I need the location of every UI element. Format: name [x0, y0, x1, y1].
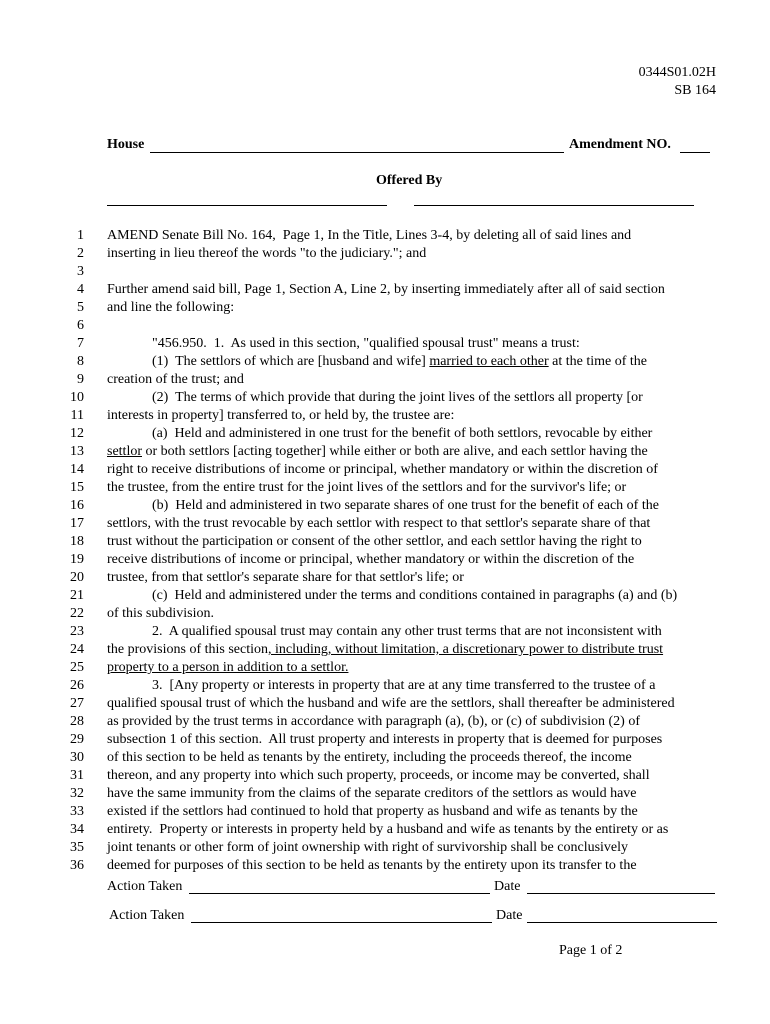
- line-text: [107, 443, 648, 461]
- line-text: [107, 857, 637, 875]
- line-text: [107, 497, 659, 515]
- line-number: 7: [77, 336, 84, 351]
- text-run: existed if the settlors had continued to hold that property as husband and wife as tenants by the: [107, 804, 638, 819]
- line-number: 14: [70, 462, 84, 477]
- line-number: 19: [70, 552, 84, 567]
- text-run: Further amend said bill, Page 1, Section A, Line 2, by inserting immediately after all of said section: [107, 282, 665, 297]
- amendment-number-blank: [680, 152, 710, 153]
- text-run: qualified spousal trust of which the husband and wife are the settlors, shall thereafter be administered: [107, 696, 675, 711]
- text-run: "456.950. 1. As used in this section, "qualified spousal trust" means a trust:: [152, 336, 580, 351]
- text-run: settlors, with the trust revocable by each settlor with respect to that settlor's separate share of that: [107, 516, 651, 531]
- text-run: right to receive distributions of income or principal, whether mandatory or within the discretion of: [107, 462, 658, 477]
- line-number: 32: [70, 786, 84, 801]
- text-run: trustee, from that settlor's separate share for that settlor's life; or: [107, 570, 464, 585]
- line-number: 34: [70, 822, 84, 837]
- text-run: 2. A qualified spousal trust may contain any other trust terms that are not inconsistent with: [152, 624, 662, 639]
- inserted-text: , including, without limitation, a discretionary power to distribute trust: [268, 642, 664, 657]
- line-number: 27: [70, 696, 84, 711]
- text-run: and line the following:: [107, 300, 235, 315]
- line-text: [107, 641, 663, 659]
- text-run: creation of the trust; and: [107, 372, 244, 387]
- offered-by-label: Offered By: [376, 173, 443, 188]
- line-number: 2: [77, 246, 84, 261]
- line-number: 5: [77, 300, 84, 315]
- line-text: [107, 749, 632, 767]
- text-run: AMEND Senate Bill No. 164, Page 1, In the Title, Lines 3-4, by deleting all of said lines and: [107, 228, 632, 243]
- line-number: 33: [70, 804, 84, 819]
- line-text: [107, 713, 640, 731]
- line-text: [107, 785, 637, 803]
- line-text: [107, 515, 650, 533]
- line-number: 22: [70, 606, 84, 621]
- line-text: [107, 551, 634, 569]
- text-run: as provided by the trust terms in accordance with paragraph (a), (b), or (c) of subdivision (2) of: [107, 714, 640, 729]
- text-run: entirety. Property or interests in property held by a husband and wife as tenants by the entirety or as: [107, 822, 669, 837]
- line-text: [107, 695, 675, 713]
- line-text: [107, 623, 662, 641]
- text-run: joint tenants or other form of joint ownership with right of survivorship shall be conclusively: [107, 840, 629, 855]
- line-number: 11: [70, 408, 84, 423]
- line-number: 31: [70, 768, 84, 783]
- action-taken-line-1: [189, 893, 490, 894]
- line-text: [107, 299, 234, 317]
- line-number: 9: [77, 372, 84, 387]
- text-run: (a) Held and administered in one trust for the benefit of both settlors, revocable by either: [152, 426, 653, 441]
- line-number: 28: [70, 714, 84, 729]
- line-number: 17: [70, 516, 84, 531]
- line-text: [107, 389, 643, 407]
- line-text: [107, 335, 580, 353]
- line-text: [107, 605, 214, 623]
- date-line-2: [527, 922, 717, 923]
- text-run: of this subdivision.: [107, 606, 214, 621]
- line-text: [107, 821, 668, 839]
- line-number: 25: [70, 660, 84, 675]
- text-run: thereon, and any property into which such property, proceeds, or income may be converted, shall: [107, 768, 650, 783]
- text-run: the trustee, from the entire trust for the joint lives of the settlors and for the survivor's life; or: [107, 480, 627, 495]
- bill-reference: SB 164: [674, 83, 716, 98]
- line-number: 12: [70, 426, 84, 441]
- line-text: [107, 839, 628, 857]
- line-number: 24: [70, 642, 84, 657]
- line-number: 21: [70, 588, 84, 603]
- line-text: [107, 533, 642, 551]
- line-text: [107, 353, 647, 371]
- action-taken-label-1: Action Taken: [107, 879, 183, 894]
- line-text: [107, 281, 665, 299]
- page-number: Page 1 of 2: [559, 943, 623, 958]
- line-number: 29: [70, 732, 84, 747]
- line-number: 13: [70, 444, 84, 459]
- line-number: 4: [77, 282, 84, 297]
- date-line-1: [527, 893, 715, 894]
- text-run: deemed for purposes of this section to be held as tenants by the entirety upon its transfer to the: [107, 858, 637, 873]
- text-run: subsection 1 of this section. All trust property and interests in property that is deemed for purposes: [107, 732, 663, 747]
- date-label-1: Date: [494, 879, 521, 894]
- amendment-number-label: Amendment NO.: [569, 137, 671, 152]
- line-text: [107, 407, 454, 425]
- line-text: [107, 767, 650, 785]
- text-run: have the same immunity from the claims of the separate creditors of the settlors as would have: [107, 786, 637, 801]
- text-run: interests in property] transferred to, or held by, the trustee are:: [107, 408, 455, 423]
- text-run: inserting in lieu thereof the words "to the judiciary."; and: [107, 246, 427, 261]
- line-number: 3: [77, 264, 84, 279]
- inserted-text: settlor: [107, 444, 142, 459]
- date-label-2: Date: [496, 908, 523, 923]
- inserted-text: property to a person in addition to a settlor.: [107, 660, 349, 675]
- line-number: 16: [70, 498, 84, 513]
- text-run: at the time of the: [548, 354, 648, 369]
- inserted-text: married to each other: [429, 354, 549, 369]
- line-number: 18: [70, 534, 84, 549]
- line-number: 26: [70, 678, 84, 693]
- text-run: 3. [Any property or interests in property that are at any time transferred to the trustee of a: [152, 678, 656, 693]
- text-run: (2) The terms of which provide that during the joint lives of the settlors all property [or: [152, 390, 643, 405]
- line-text: [107, 587, 677, 605]
- line-text: [107, 803, 638, 821]
- house-label: House: [107, 137, 145, 152]
- text-run: or both settlors [acting together] while either or both are alive, and each settlor having the: [142, 444, 648, 459]
- line-number: 8: [77, 354, 84, 369]
- line-number: 36: [70, 858, 84, 873]
- line-number: 10: [70, 390, 84, 405]
- line-text: [107, 461, 658, 479]
- line-number: 20: [70, 570, 84, 585]
- text-run: the provisions of this section: [107, 642, 268, 657]
- line-text: [107, 245, 426, 263]
- text-run: (c) Held and administered under the terms and conditions contained in paragraphs (a) and (b): [152, 588, 678, 603]
- line-text: [107, 677, 655, 695]
- line-text: [107, 731, 662, 749]
- text-run: of this section to be held as tenants by the entirety, including the proceeds thereof, the income: [107, 750, 632, 765]
- line-text: [107, 569, 464, 587]
- text-run: (b) Held and administered in two separate shares of one trust for the benefit of each of the: [152, 498, 659, 513]
- action-taken-label-2: Action Taken: [109, 908, 185, 923]
- house-blank-line: [150, 152, 564, 153]
- text-run: trust without the participation or consent of the other settlor, and each settlor having the right to: [107, 534, 642, 549]
- line-text: [107, 479, 626, 497]
- line-text: [107, 227, 631, 245]
- line-number: 23: [70, 624, 84, 639]
- text-run: (1) The settlors of which are [husband and wife]: [152, 354, 430, 369]
- sponsor-line-right: [414, 205, 694, 206]
- line-number: 6: [77, 318, 84, 333]
- line-text: [107, 425, 652, 443]
- line-number: 1: [77, 228, 84, 243]
- line-number: 35: [70, 840, 84, 855]
- action-taken-line-2: [191, 922, 492, 923]
- line-number: 30: [70, 750, 84, 765]
- sponsor-line-left: [107, 205, 387, 206]
- document-code: 0344S01.02H: [638, 65, 716, 80]
- line-text: [107, 659, 348, 677]
- line-text: [107, 371, 244, 389]
- text-run: receive distributions of income or principal, whether mandatory or within the discretion of the: [107, 552, 635, 567]
- line-number: 15: [70, 480, 84, 495]
